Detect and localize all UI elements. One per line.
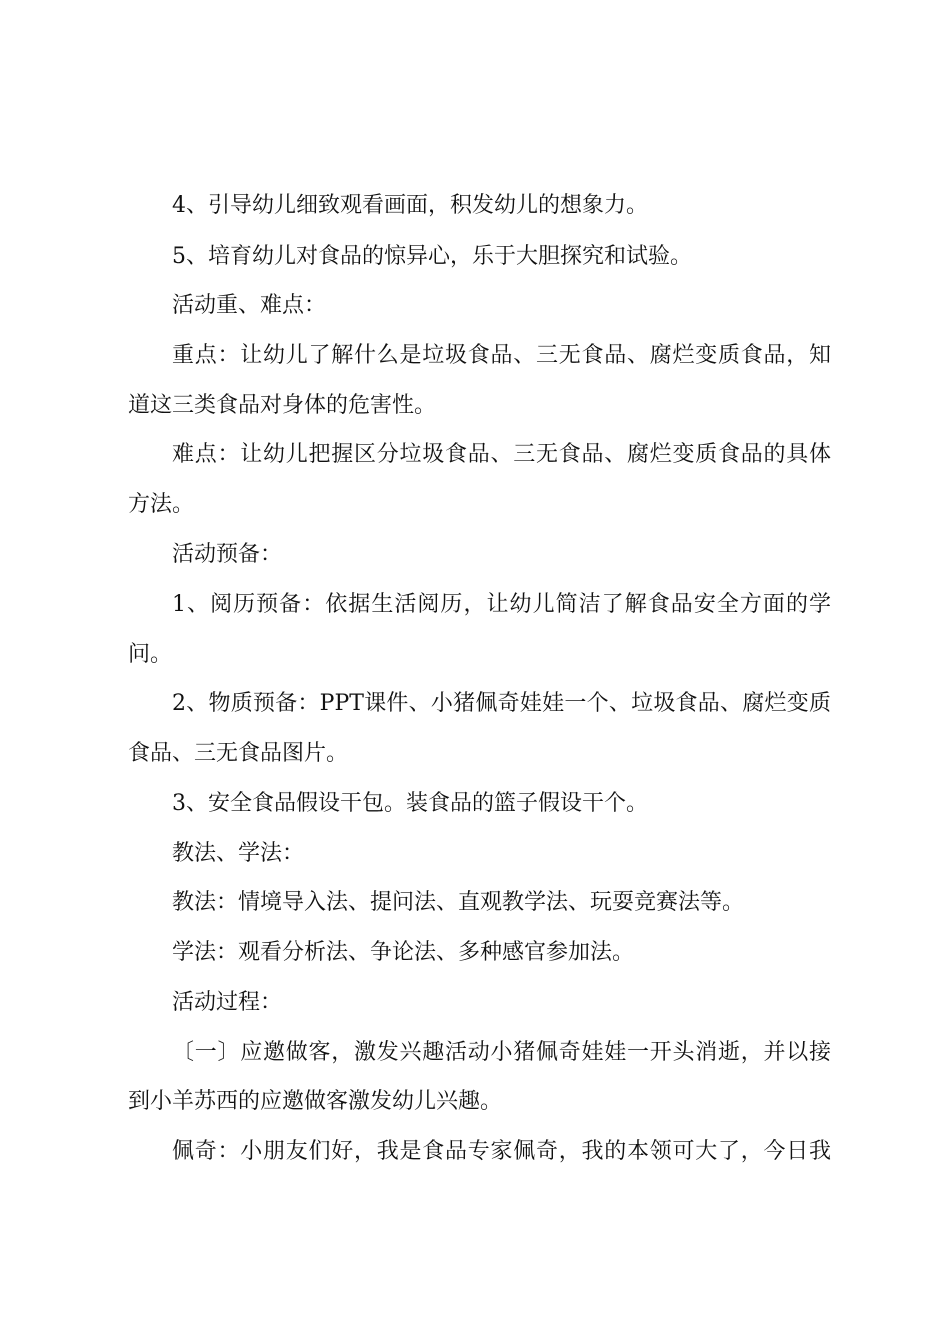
section-heading-methods: 教法、学法：: [172, 841, 305, 866]
learning-methods: 学法：观看分析法、争论法、多种感官参加法。: [172, 940, 635, 965]
section-heading-key-points: 活动重、难点：: [172, 293, 327, 318]
section-heading-preparation: 活动预备：: [172, 542, 283, 567]
preparation-2-line-1: 2、物质预备：PPT课件、小猪佩奇娃娃一个、垃圾食品、腐烂变质: [172, 691, 831, 716]
preparation-3: 3、安全食品假设干包。装食品的篮子假设干个。: [172, 791, 648, 816]
preparation-2-line-2: 食品、三无食品图片。: [128, 741, 349, 766]
difficult-point-line-1: 难点：让幼儿把握区分垃圾食品、三无食品、腐烂变质食品的具体: [172, 442, 831, 467]
process-step-1-line-1: 〔一〕应邀做客，激发兴趣活动小猪佩奇娃娃一开头消逝，并以接: [172, 1040, 831, 1065]
peppa-dialogue-line: 佩奇：小朋友们好，我是食品专家佩奇，我的本领可大了，今日我: [172, 1139, 831, 1164]
key-point-line-1: 重点：让幼儿了解什么是垃圾食品、三无食品、腐烂变质食品，知: [172, 343, 831, 368]
process-step-1-line-2: 到小羊苏西的应邀做客激发幼儿兴趣。: [128, 1089, 503, 1114]
key-point-line-2: 道这三类食品对身体的危害性。: [128, 393, 437, 418]
objective-5: 5、培育幼儿对食品的惊异心，乐于大胆探究和试验。: [172, 244, 692, 269]
preparation-1-line-1: 1、阅历预备：依据生活阅历，让幼儿简洁了解食品安全方面的学: [172, 592, 831, 617]
preparation-1-line-2: 问。: [128, 642, 173, 667]
teaching-methods: 教法：情境导入法、提问法、直观教学法、玩耍竞赛法等。: [172, 890, 745, 915]
difficult-point-line-2: 方法。: [128, 492, 195, 517]
section-heading-process: 活动过程：: [172, 990, 283, 1015]
objective-4: 4、引导幼儿细致观看画面，积发幼儿的想象力。: [172, 193, 648, 218]
